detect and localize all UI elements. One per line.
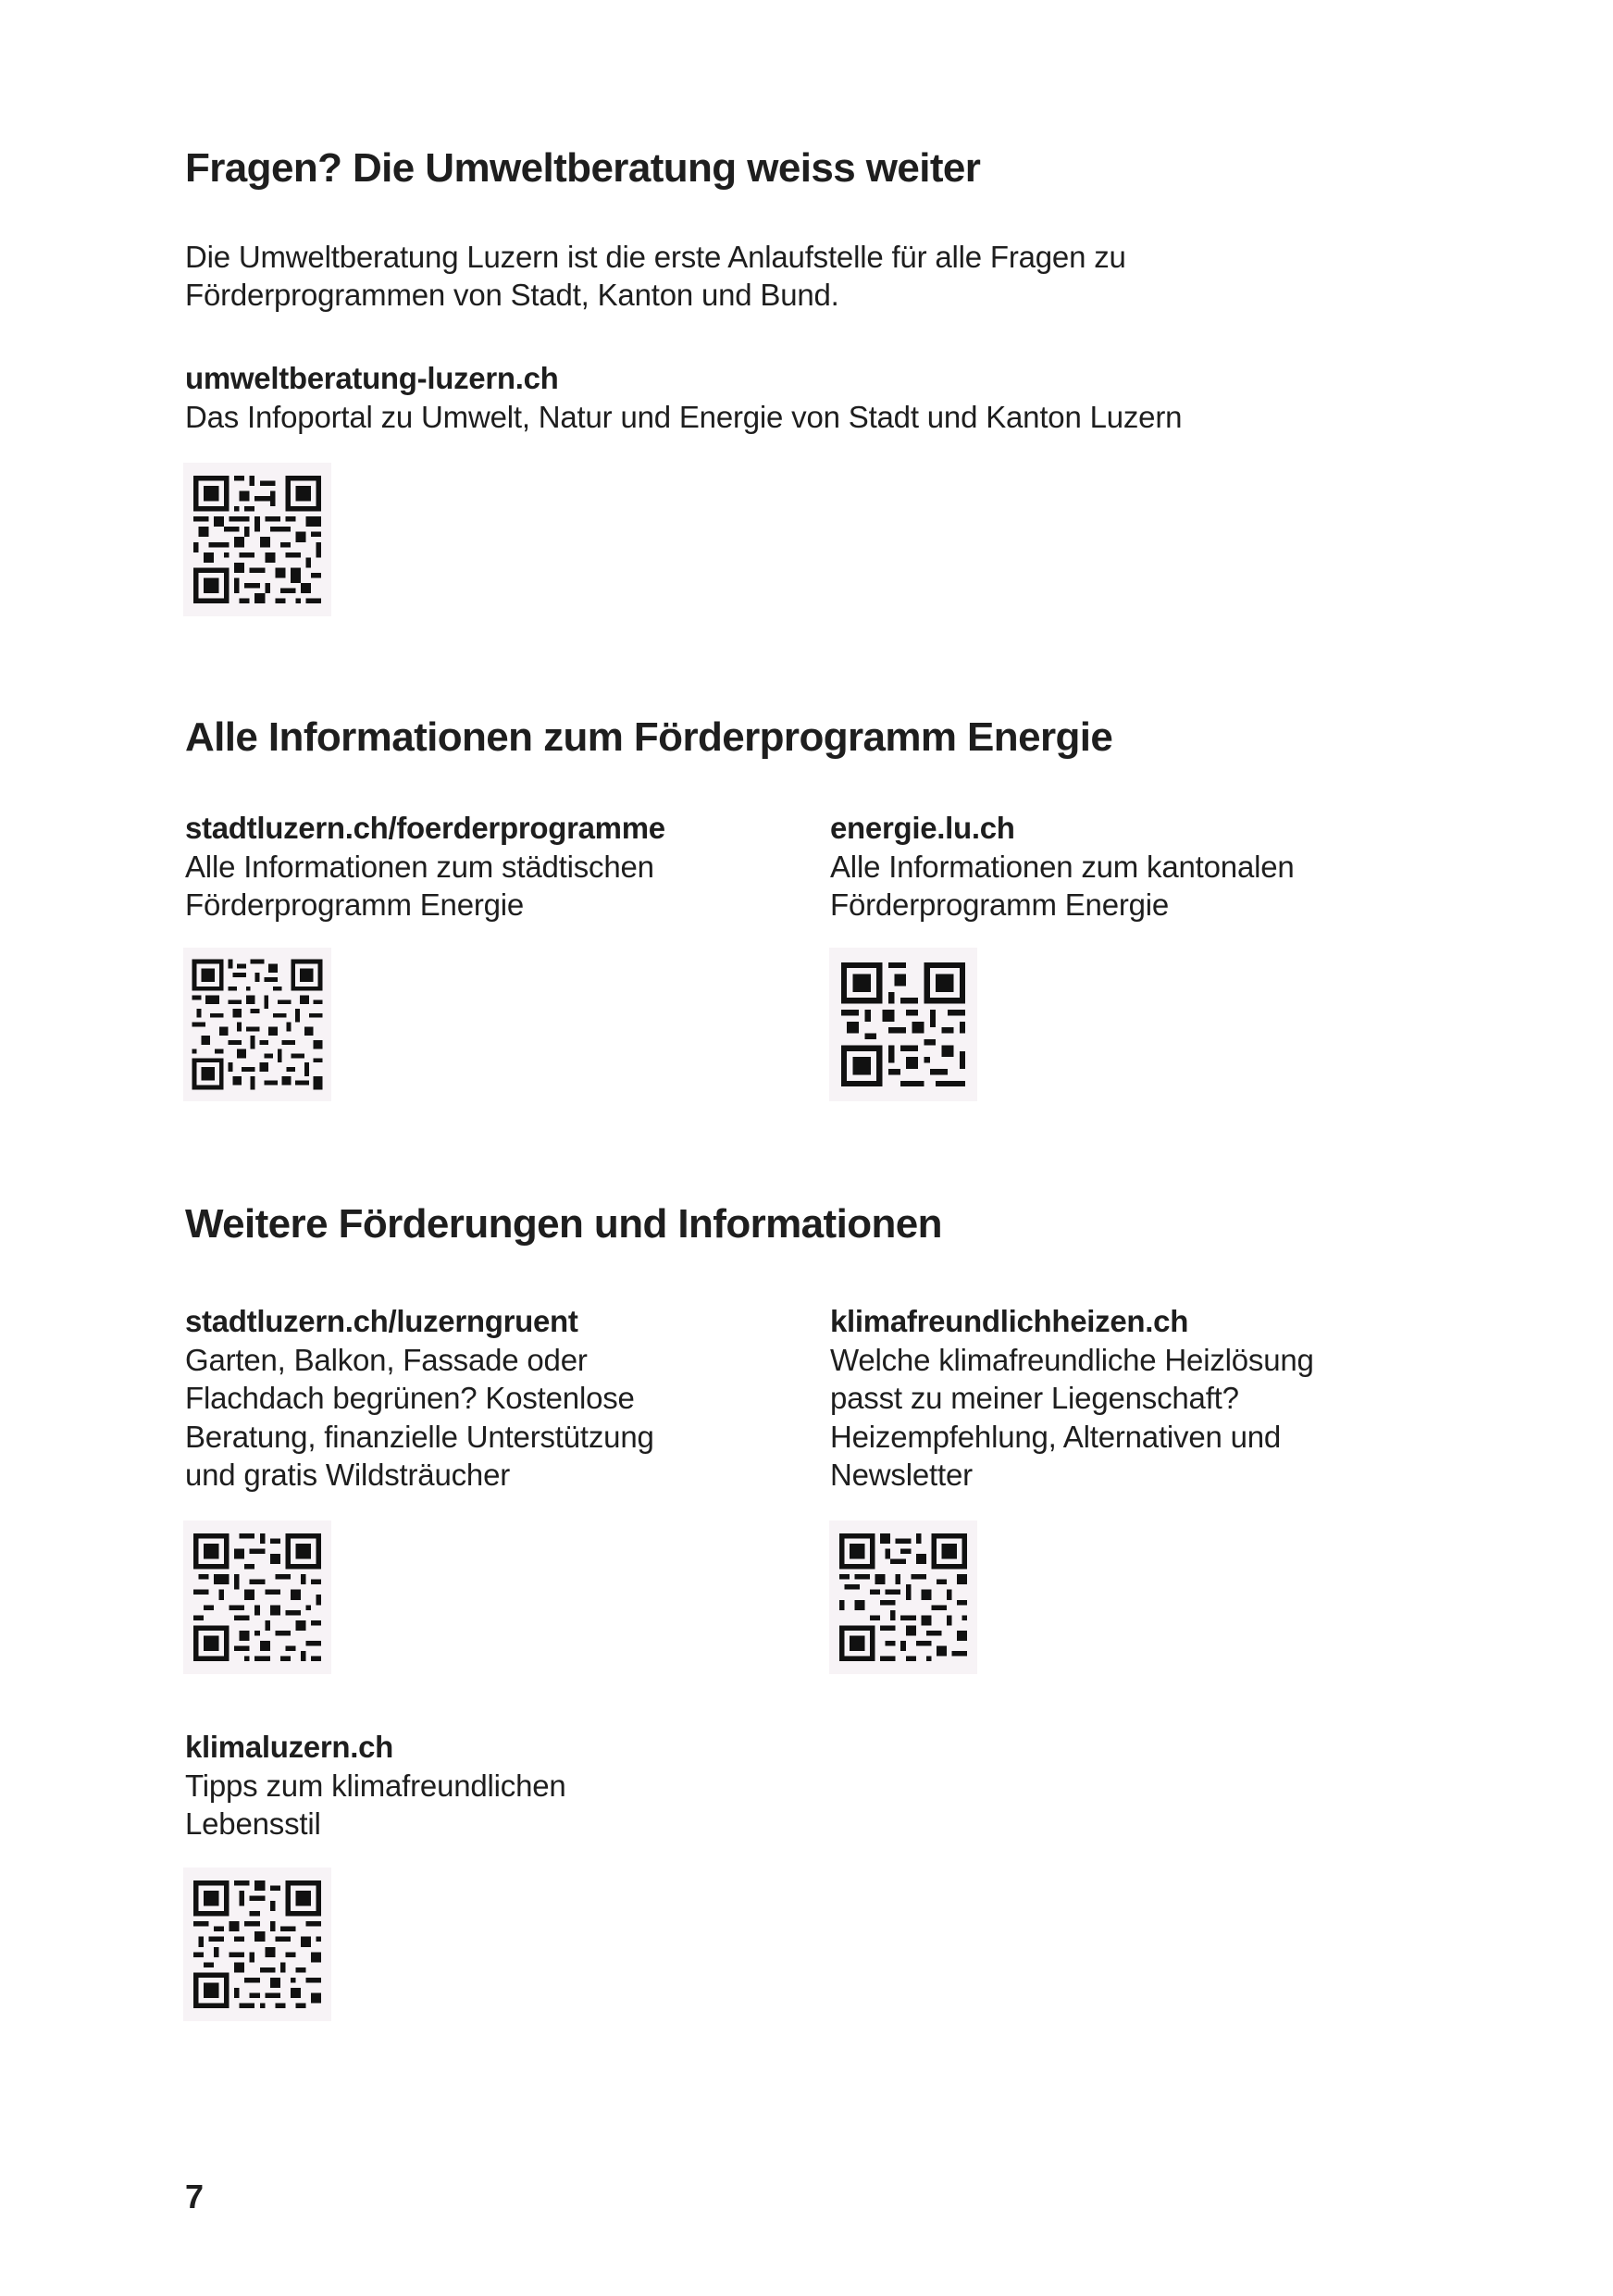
description-line-4: Newsletter xyxy=(830,1458,973,1492)
description-line-2: Förderprogramm Energie xyxy=(185,887,525,922)
description-line-1: Alle Informationen zum kantonalen xyxy=(830,850,1295,884)
link-stadtluzern-luzerngruent[interactable]: stadtluzern.ch/luzerngruent xyxy=(185,1304,578,1338)
page-number: 7 xyxy=(185,2178,205,2215)
description-line-3: Beratung, finanzielle Unterstützung xyxy=(185,1420,654,1454)
description-line-1: Alle Informationen zum städtischen xyxy=(185,850,654,884)
section-heading-weitere-foerderungen: Weitere Förderungen und Informationen xyxy=(185,1201,942,1247)
description-line-2: Förderprogramm Energie xyxy=(830,887,1170,922)
description-line-2: Lebensstil xyxy=(185,1806,321,1841)
link-energie-lu[interactable]: energie.lu.ch xyxy=(830,811,1015,845)
qr-code-icon[interactable] xyxy=(829,1520,977,1674)
description-line-2: passt zu meiner Liegenschaft? xyxy=(830,1381,1239,1415)
link-umweltberatung-luzern[interactable]: umweltberatung-luzern.ch xyxy=(185,361,559,395)
link-stadtluzern-foerderprogramme[interactable]: stadtluzern.ch/foerderprogramme xyxy=(185,811,665,845)
link-klimafreundlichheizen[interactable]: klimafreundlichheizen.ch xyxy=(830,1304,1189,1338)
qr-code-icon[interactable] xyxy=(183,948,331,1101)
description-umweltberatung-luzern: Das Infoportal zu Umwelt, Natur und Energie von Stadt und Kanton Luzern xyxy=(185,400,1183,434)
qr-code-icon[interactable] xyxy=(829,948,977,1101)
description-line-1: Tipps zum klimafreundlichen xyxy=(185,1769,566,1803)
intro-line-2: Förderprogrammen von Stadt, Kanton und Bund. xyxy=(185,278,839,312)
description-line-1: Garten, Balkon, Fassade oder xyxy=(185,1343,588,1377)
description-line-2: Flachdach begrünen? Kostenlose xyxy=(185,1381,635,1415)
qr-code-icon[interactable] xyxy=(183,1520,331,1674)
section-heading-umweltberatung: Fragen? Die Umweltberatung weiss weiter xyxy=(185,145,981,191)
link-klimaluzern[interactable]: klimaluzern.ch xyxy=(185,1730,394,1764)
description-line-3: Heizempfehlung, Alternativen und xyxy=(830,1420,1282,1454)
qr-code-icon[interactable] xyxy=(183,1868,331,2021)
description-line-4: und gratis Wildsträucher xyxy=(185,1458,511,1492)
section-heading-foerderprogramm: Alle Informationen zum Förderprogramm Energie xyxy=(185,714,1113,760)
qr-code-icon[interactable] xyxy=(183,463,331,616)
intro-line-1: Die Umweltberatung Luzern ist die erste Anlaufstelle für alle Fragen zu xyxy=(185,240,1126,274)
description-line-1: Welche klimafreundliche Heizlösung xyxy=(830,1343,1314,1377)
